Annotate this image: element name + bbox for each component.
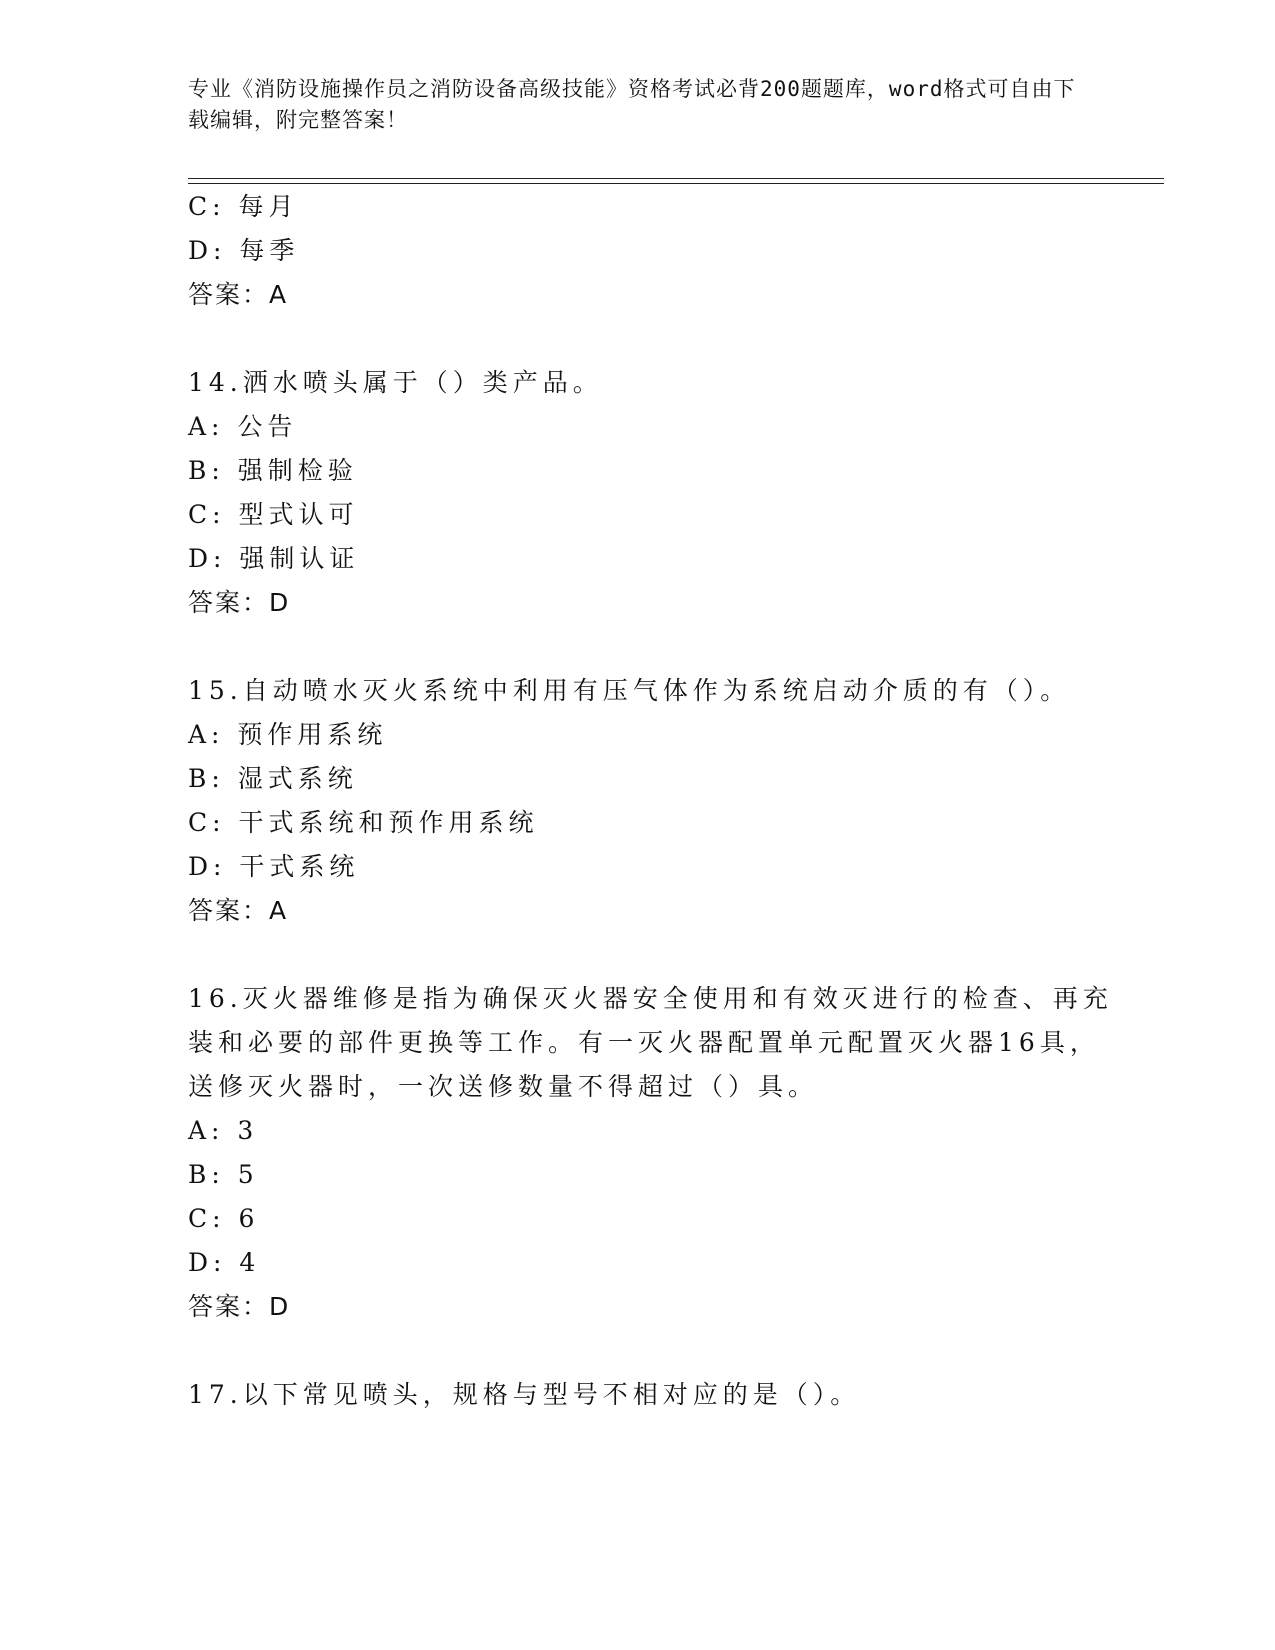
question-number: 14. bbox=[188, 368, 243, 397]
header-divider-top bbox=[188, 178, 1164, 179]
question-number: 15. bbox=[188, 676, 243, 705]
question-text-continued: 装和必要的部件更换等工作。有一灭火器配置单元配置灭火器16具， bbox=[188, 1028, 1100, 1057]
option-b: B: 湿式系统 bbox=[188, 764, 358, 793]
question-14 bbox=[188, 367, 603, 399]
option-b: B: 强制检验 bbox=[188, 456, 358, 485]
answer-line: 答案：A bbox=[188, 896, 289, 925]
option-a: A: 3 bbox=[188, 1116, 259, 1145]
option-d: D: 4 bbox=[188, 1248, 261, 1277]
option-a: A: 公告 bbox=[188, 412, 298, 441]
header-title: 专业《消防设施操作员之消防设备高级技能》资格考试必背200题题库，word格式可自由下载编辑，附完整答案！ bbox=[188, 77, 1076, 132]
question-number: 16. bbox=[188, 984, 243, 1013]
question-15 bbox=[188, 675, 1070, 707]
option-a: A: 预作用系统 bbox=[188, 720, 388, 749]
answer-line: 答案：A bbox=[188, 280, 289, 309]
answer-line: 答案：D bbox=[188, 1292, 291, 1321]
question-text: 自动喷水灭火系统中利用有压气体作为系统启动介质的有（）。 bbox=[242, 676, 1071, 705]
question-17 bbox=[188, 1379, 860, 1411]
question-text-continued: 送修灭火器时，一次送修数量不得超过（）具。 bbox=[188, 1072, 819, 1101]
question-number: 17. bbox=[188, 1380, 243, 1409]
question-text: 洒水喷头属于（）类产品。 bbox=[242, 368, 603, 397]
option-c: C: 型式认可 bbox=[188, 500, 359, 529]
question-text: 灭火器维修是指为确保灭火器安全使用和有效灭进行的检查、再充 bbox=[242, 984, 1113, 1013]
option-c: C: 6 bbox=[188, 1204, 260, 1233]
header-divider-bottom bbox=[188, 183, 1164, 184]
question-16 bbox=[188, 983, 1113, 1015]
document-header bbox=[188, 74, 1078, 136]
option-c: C: 每月 bbox=[188, 192, 299, 221]
option-d: D: 强制认证 bbox=[188, 544, 360, 573]
option-c: C: 干式系统和预作用系统 bbox=[188, 808, 539, 837]
option-b: B: 5 bbox=[188, 1160, 259, 1189]
option-d: D: 每季 bbox=[188, 236, 300, 265]
option-d: D: 干式系统 bbox=[188, 852, 360, 881]
answer-line: 答案：D bbox=[188, 588, 291, 617]
question-text: 以下常见喷头，规格与型号不相对应的是（）。 bbox=[242, 1380, 861, 1409]
